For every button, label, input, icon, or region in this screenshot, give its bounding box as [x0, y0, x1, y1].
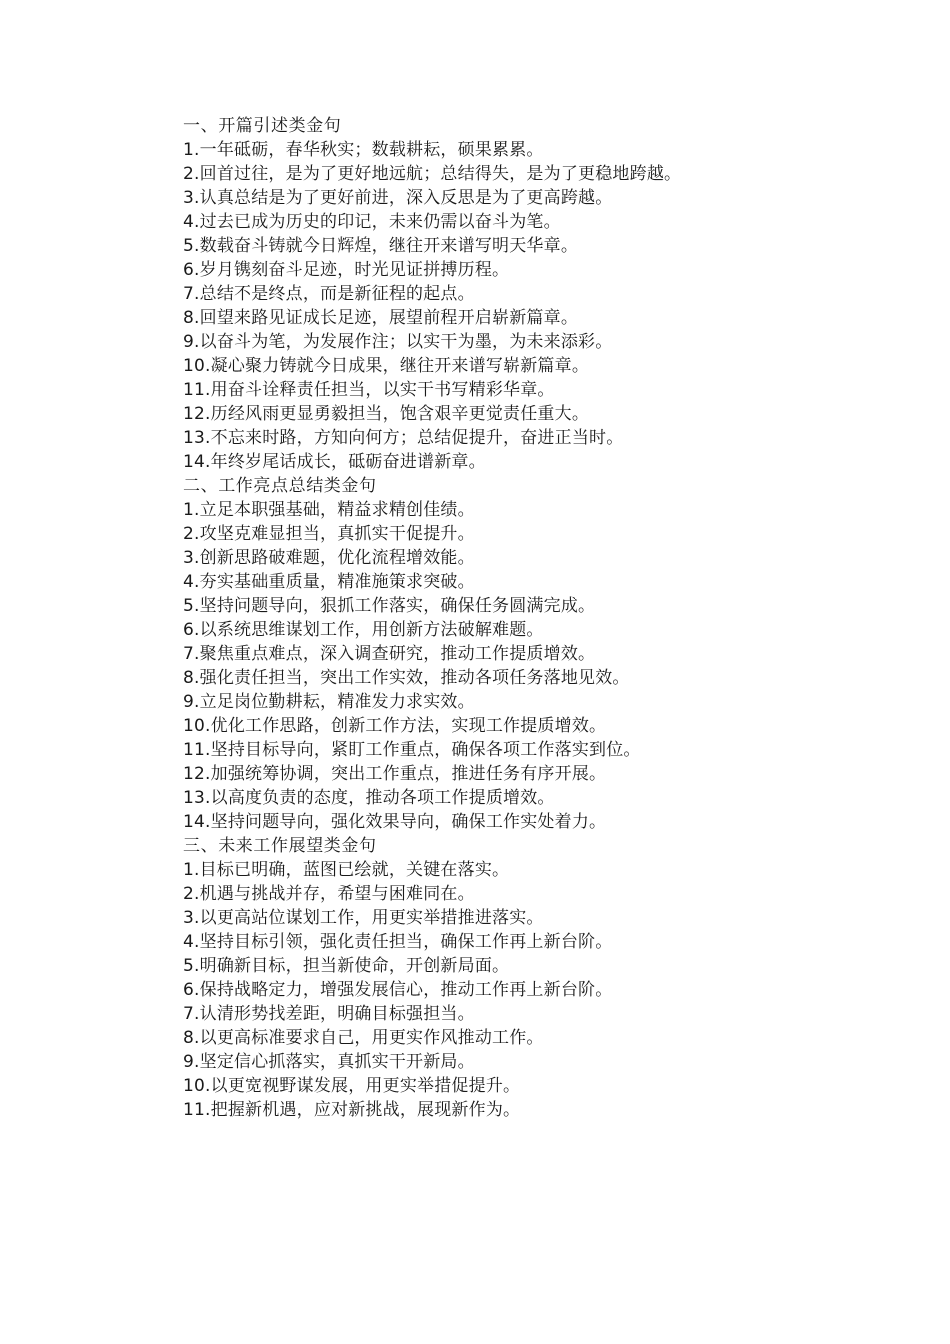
list-item: 9.以奋斗为笔，为发展作注；以实干为墨，为未来添彩。: [183, 332, 613, 352]
list-item: 14.年终岁尾话成长，砥砺奋进谱新章。: [183, 452, 486, 472]
list-item: 12.历经风雨更显勇毅担当，饱含艰辛更觉责任重大。: [183, 404, 590, 424]
list-item: 4.过去已成为历史的印记，未来仍需以奋斗为笔。: [183, 212, 561, 232]
list-item: 1.立足本职强基础，精益求精创佳绩。: [183, 500, 475, 520]
section-heading: 三、未来工作展望类金句: [183, 836, 377, 856]
list-item: 11.坚持目标导向，紧盯工作重点，确保各项工作落实到位。: [183, 740, 641, 760]
list-item: 2.回首过往，是为了更好地远航；总结得失，是为了更稳地跨越。: [183, 164, 682, 184]
section-heading: 一、开篇引述类金句: [183, 116, 342, 136]
list-item: 1.一年砥砺，春华秋实；数载耕耘，硕果累累。: [183, 140, 544, 160]
list-item: 14.坚持问题导向，强化效果导向，确保工作实处着力。: [183, 812, 607, 832]
list-item: 8.强化责任担当，突出工作实效，推动各项任务落地见效。: [183, 668, 630, 688]
list-item: 11.用奋斗诠释责任担当，以实干书写精彩华章。: [183, 380, 555, 400]
list-item: 13.不忘来时路，方知向何方；总结促提升，奋进正当时。: [183, 428, 624, 448]
section-opening: [183, 114, 923, 474]
list-item: 5.坚持问题导向，狠抓工作落实，确保任务圆满完成。: [183, 596, 596, 616]
list-item: 3.认真总结是为了更好前进，深入反思是为了更高跨越。: [183, 188, 613, 208]
list-item: 10.凝心聚力铸就今日成果，继往开来谱写崭新篇章。: [183, 356, 590, 376]
list-item: 10.以更宽视野谋发展，用更实举措促提升。: [183, 1076, 521, 1096]
list-item: 12.加强统筹协调，突出工作重点，推进任务有序开展。: [183, 764, 607, 784]
list-item: 4.坚持目标引领，强化责任担当，确保工作再上新台阶。: [183, 932, 613, 952]
list-item: 6.以系统思维谋划工作，用创新方法破解难题。: [183, 620, 544, 640]
list-item: 2.机遇与挑战并存，希望与困难同在。: [183, 884, 475, 904]
list-item: 8.回望来路见证成长足迹，展望前程开启崭新篇章。: [183, 308, 579, 328]
list-item: 6.岁月镌刻奋斗足迹，时光见证拼搏历程。: [183, 260, 510, 280]
list-item: 10.优化工作思路，创新工作方法，实现工作提质增效。: [183, 716, 607, 736]
list-item: 7.认清形势找差距，明确目标强担当。: [183, 1004, 475, 1024]
list-item: 6.保持战略定力，增强发展信心，推动工作再上新台阶。: [183, 980, 613, 1000]
section-highlights: [183, 474, 923, 834]
section-outlook: [183, 834, 923, 1122]
list-item: 9.坚定信心抓落实，真抓实干开新局。: [183, 1052, 475, 1072]
list-item: 3.以更高站位谋划工作，用更实举措推进落实。: [183, 908, 544, 928]
list-item: 7.总结不是终点，而是新征程的起点。: [183, 284, 475, 304]
list-item: 13.以高度负责的态度，推动各项工作提质增效。: [183, 788, 555, 808]
list-item: 2.攻坚克难显担当，真抓实干促提升。: [183, 524, 475, 544]
list-item: 8.以更高标准要求自己，用更实作风推动工作。: [183, 1028, 544, 1048]
list-item: 1.目标已明确，蓝图已绘就，关键在落实。: [183, 860, 510, 880]
document-body: [183, 114, 923, 1122]
section-heading: 二、工作亮点总结类金句: [183, 476, 377, 496]
list-item: 5.数载奋斗铸就今日辉煌，继往开来谱写明天华章。: [183, 236, 579, 256]
list-item: 9.立足岗位勤耕耘，精准发力求实效。: [183, 692, 475, 712]
list-item: 5.明确新目标，担当新使命，开创新局面。: [183, 956, 510, 976]
list-item: 3.创新思路破难题，优化流程增效能。: [183, 548, 475, 568]
list-item: 4.夯实基础重质量，精准施策求突破。: [183, 572, 475, 592]
list-item: 11.把握新机遇，应对新挑战，展现新作为。: [183, 1100, 521, 1120]
list-item: 7.聚焦重点难点，深入调查研究，推动工作提质增效。: [183, 644, 596, 664]
